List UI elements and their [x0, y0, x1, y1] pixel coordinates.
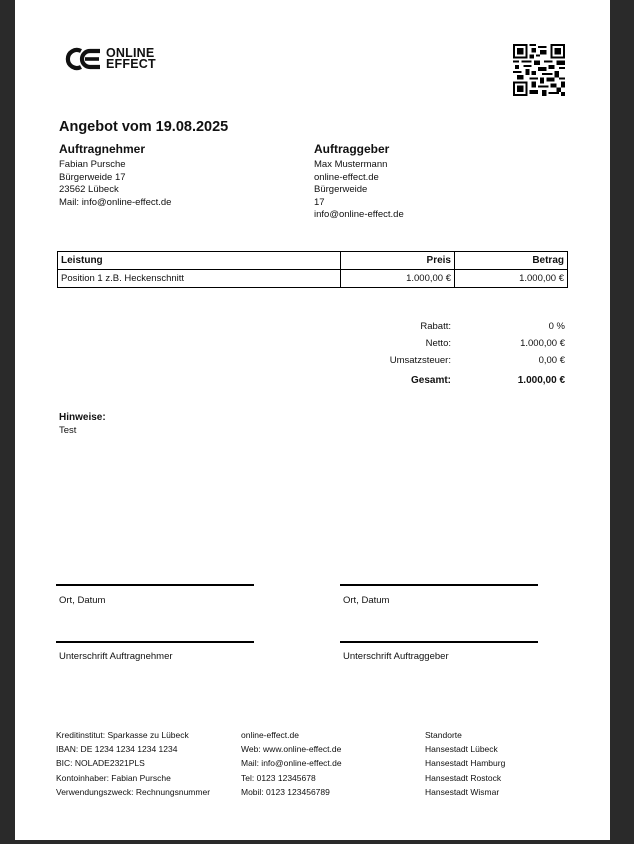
header-betrag: Betrag	[455, 252, 568, 270]
total-row-gesamt	[345, 372, 565, 389]
total-value: 0 %	[548, 321, 565, 332]
notes-block	[59, 412, 106, 438]
footer-location-line: Hansestadt Rostock	[425, 772, 502, 783]
cell-leistung: Position 1 z.B. Heckenschnitt	[58, 270, 341, 288]
document-title: Angebot vom 19.08.2025	[59, 119, 229, 135]
footer-locations	[425, 728, 505, 799]
signature-label-left: Unterschrift Auftragnehmer	[59, 651, 173, 662]
signature-line-date-left	[56, 584, 254, 586]
total-row-netto	[345, 335, 565, 352]
total-value: 1.000,00 €	[520, 338, 565, 349]
contractor-block	[59, 142, 171, 209]
cell-betrag: 1.000,00 €	[455, 270, 568, 288]
notes-text: Test	[59, 425, 77, 436]
logo-text	[106, 48, 156, 70]
footer-bank-line: BIC: NOLADE2321PLS	[56, 758, 145, 769]
cell-preis: 1.000,00 €	[341, 270, 455, 288]
document-page	[15, 0, 610, 840]
notes-heading: Hinweise:	[59, 412, 106, 423]
client-line: info@online-effect.de	[314, 209, 404, 220]
footer-location-line: Standorte	[425, 730, 462, 740]
date-label-right: Ort, Datum	[343, 595, 390, 606]
footer-location-line: Hansestadt Hamburg	[425, 758, 506, 769]
client-heading: Auftraggeber	[314, 142, 390, 156]
footer-bank-line: Kreditinstitut: Sparkasse zu Lübeck	[56, 730, 189, 740]
signature-line-date-right	[340, 584, 538, 586]
date-label-left: Ort, Datum	[59, 595, 106, 606]
footer-bank-line: Verwendungszweck: Rechnungsnummer	[56, 786, 211, 797]
footer-contact-line: online-effect.de	[241, 730, 299, 740]
footer-contact-line: Web: www.online-effect.de	[241, 744, 342, 755]
contractor-line: 23562 Lübeck	[59, 184, 119, 195]
total-label: Netto:	[425, 338, 451, 349]
table-header-row	[58, 252, 568, 270]
footer-bank-line: Kontoinhaber: Fabian Pursche	[56, 772, 171, 783]
client-line: Max Mustermann	[314, 159, 388, 170]
logo-line-2: EFFECT	[106, 57, 156, 71]
total-row-umsatzsteuer	[345, 352, 565, 369]
footer-location-line: Hansestadt Wismar	[425, 786, 500, 797]
totals-block	[345, 318, 565, 389]
header-preis: Preis	[341, 252, 455, 270]
contractor-line: Bürgerweide 17	[59, 171, 126, 183]
client-line: online-effect.de	[314, 171, 379, 183]
total-value: 0,00 €	[538, 355, 565, 366]
signature-line-sign-right	[340, 641, 538, 643]
contractor-line: Mail: info@online-effect.de	[59, 196, 172, 208]
contractor-line: Fabian Pursche	[59, 159, 126, 170]
signature-line-sign-left	[56, 641, 254, 643]
footer-contact-line: Mobil: 0123 123456789	[241, 786, 330, 797]
client-line: 17	[314, 196, 325, 208]
qr-code-icon	[513, 44, 565, 96]
header-leistung: Leistung	[58, 252, 341, 270]
total-row-rabatt	[345, 318, 565, 335]
contractor-heading: Auftragnehmer	[59, 142, 146, 156]
total-value: 1.000,00 €	[517, 375, 565, 386]
footer-location-line: Hansestadt Lübeck	[425, 744, 498, 755]
total-label: Rabatt:	[420, 321, 451, 332]
online-effect-logo-icon	[63, 46, 103, 72]
footer-contact-line: Mail: info@online-effect.de	[241, 758, 342, 769]
table-row	[58, 270, 568, 288]
client-address	[314, 159, 404, 222]
company-logo	[63, 46, 156, 72]
contractor-address	[59, 159, 171, 209]
total-label: Umsatzsteuer:	[389, 355, 451, 366]
client-line: Bürgerweide	[314, 184, 368, 195]
footer-bank-line: IBAN: DE 1234 1234 1234 1234	[56, 744, 178, 755]
total-label: Gesamt:	[410, 375, 451, 386]
footer-contact-line: Tel: 0123 12345678	[241, 772, 316, 783]
logo-line-1: ONLINE	[106, 46, 155, 60]
items-table	[57, 251, 568, 288]
footer-bank	[56, 728, 210, 799]
signature-label-right: Unterschrift Auftraggeber	[343, 651, 449, 662]
footer-contact	[241, 728, 342, 799]
client-block	[314, 142, 404, 222]
